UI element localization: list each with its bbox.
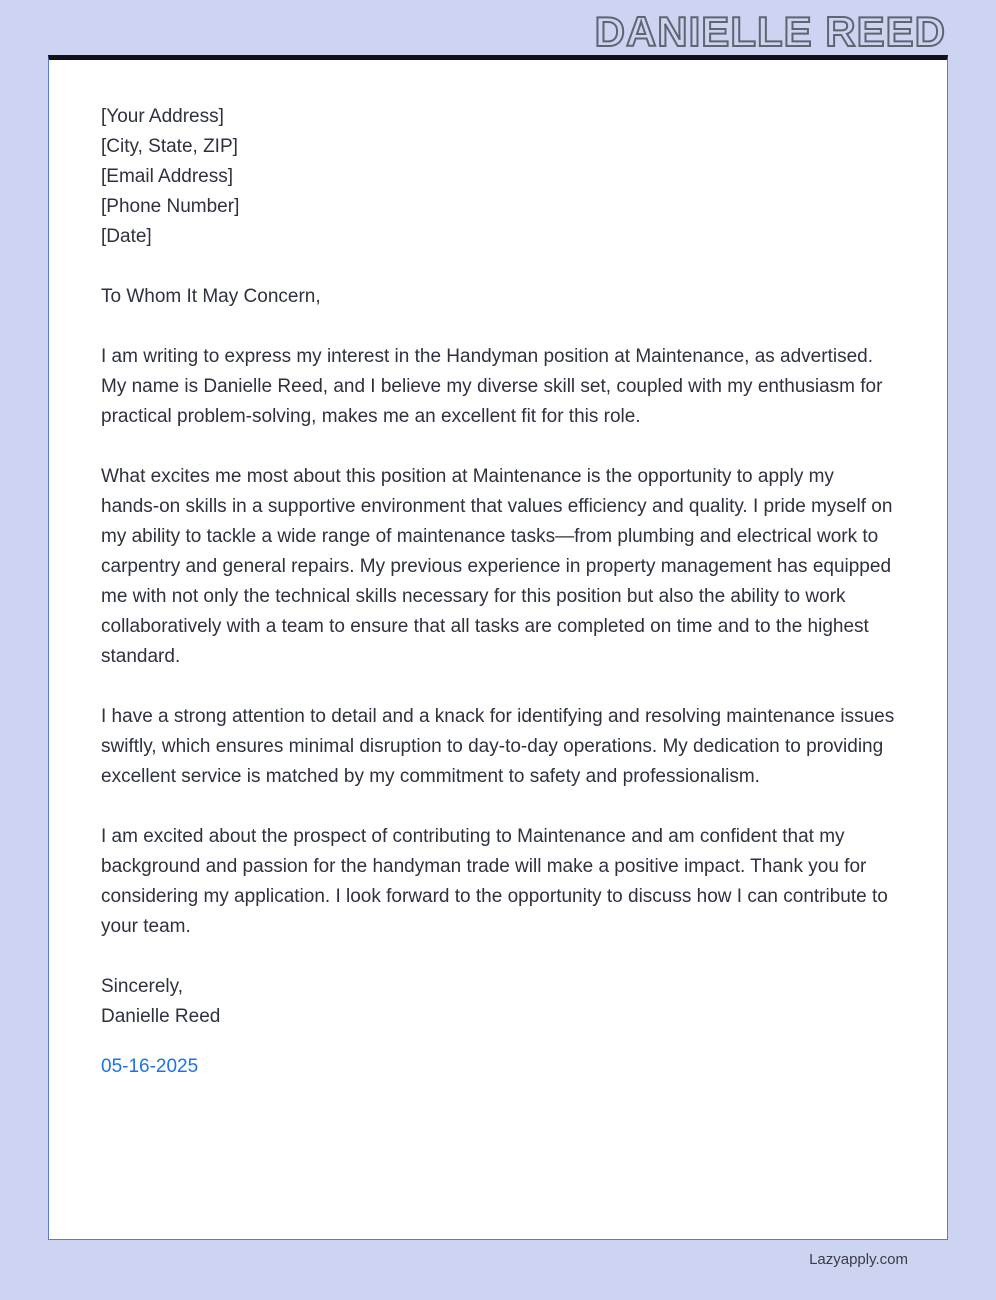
paragraph-detail: I have a strong attention to detail and a knack for identifying and resolving maintenance issues swiftly, which ensures minimal disruption to day-to-day operations. My dedication to providing excellent service is matched by my commitment to safety and professionalism. [101,706,895,787]
closing-block [101,972,895,1032]
greeting: To Whom It May Concern, [101,286,321,307]
candidate-name-header: DANIELLE REED [594,8,946,55]
contact-line-city: [City, State, ZIP] [101,136,238,157]
contact-line-email: [Email Address] [101,166,233,187]
paragraph-closing: I am excited about the prospect of contributing to Maintenance and am confident that my background and passion for the handyman trade will make a positive impact. Thank you for considering my application. I look forward to the opportunity to discuss how I can contribute to your team. [101,826,888,937]
footer-brand: Lazyapply.com [809,1251,908,1268]
contact-line-phone: [Phone Number] [101,196,240,217]
closing-salutation: Sincerely, [101,976,184,997]
letter-page [48,55,948,1240]
contact-line-date: [Date] [101,226,152,247]
paragraph-intro: I am writing to express my interest in the Handyman position at Maintenance, as advertised. My name is Danielle Reed, and I believe my diverse skill set, coupled with my enthusiasm for practical problem-solving, makes me an excellent fit for this role. [101,346,883,427]
contact-line-address: [Your Address] [101,106,224,127]
contact-block [101,102,895,252]
signature-date-link[interactable]: 05-16-2025 [101,1056,199,1077]
paragraph-skills: What excites me most about this position at Maintenance is the opportunity to apply my hands-on skills in a supportive environment that values efficiency and quality. I pride myself on my ability to tackle a wide range of maintenance tasks—from plumbing and electrical work to carpentry and general repairs. My previous experience in property management has equipped me with not only the technical skills necessary for this position but also the ability to work collaboratively with a team to ensure that all tasks are completed on time and to the highest standard. [101,466,893,667]
signature-name: Danielle Reed [101,1006,221,1027]
letter-body [101,102,895,1082]
